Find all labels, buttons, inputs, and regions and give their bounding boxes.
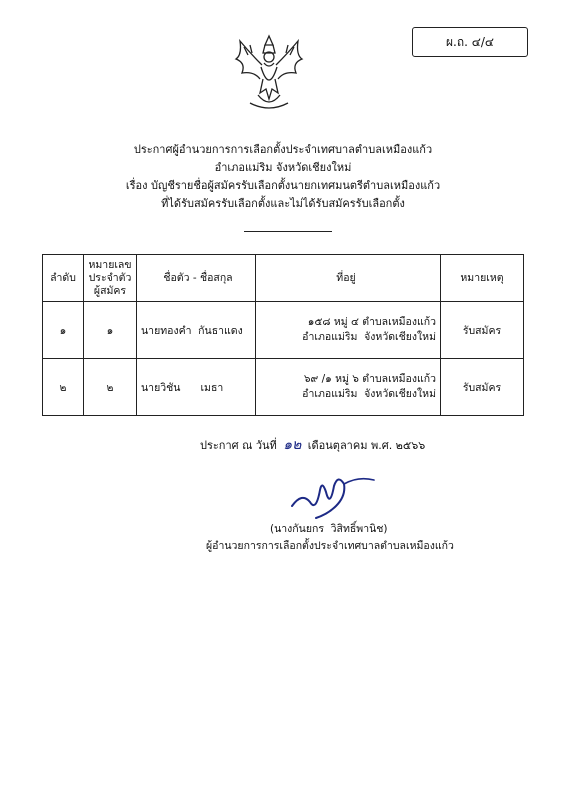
address-line-1: ๑๕๘ หมู่ ๔ ตำบลเหมืองแก้ว bbox=[307, 316, 436, 328]
table-row bbox=[43, 359, 524, 416]
cell-order: ๒ bbox=[43, 359, 84, 416]
cell-order: ๑ bbox=[43, 302, 84, 359]
address-line-1: ๖๙ /๑ หมู่ ๖ ตำบลเหมืองแก้ว bbox=[303, 373, 436, 385]
heading-line-4: ที่ได้รับสมัครรับเลือกตั้งและไม่ได้รับสมัครรับเลือกตั้ง bbox=[161, 197, 405, 210]
signer-name: (นางกันยกร วิสิทธิ์พานิช) bbox=[270, 523, 388, 535]
header-number-line-3: ผู้สมัคร bbox=[93, 284, 127, 297]
cell-address bbox=[256, 359, 441, 416]
signer-position: ผู้อำนวยการการเลือกตั้งประจำเทศบาลตำบลเหมืองแก้ว bbox=[206, 540, 454, 552]
candidate-table bbox=[42, 254, 524, 416]
cell-name: นายวิชัน เมธา bbox=[137, 359, 256, 416]
form-code-box: ผ.ถ. ๔/๔ bbox=[412, 27, 528, 57]
cell-name: นายทองคำ กันธาแดง bbox=[137, 302, 256, 359]
header-number-line-2: ประจำตัว bbox=[88, 271, 132, 284]
announcement-line bbox=[200, 434, 425, 456]
cell-address bbox=[256, 302, 441, 359]
cell-note: รับสมัคร bbox=[441, 302, 524, 359]
header-note: หมายเหตุ bbox=[441, 255, 524, 302]
heading-line-2: อำเภอแม่ริม จังหวัดเชียงใหม่ bbox=[214, 161, 352, 174]
header-name: ชื่อตัว - ชื่อสกุล bbox=[137, 255, 256, 302]
header-order: ลำดับ bbox=[43, 255, 84, 302]
table-header-row bbox=[43, 255, 524, 302]
address-line-2: อำเภอแม่ริม จังหวัดเชียงใหม่ bbox=[302, 388, 436, 400]
heading-line-3: เรื่อง บัญชีรายชื่อผู้สมัครรับเลือกตั้งนายกเทศมนตรีตำบลเหมืองแก้ว bbox=[125, 179, 441, 192]
cell-note: รับสมัคร bbox=[441, 359, 524, 416]
header-address: ที่อยู่ bbox=[256, 255, 441, 302]
heading-line-1: ประกาศผู้อำนวยการการเลือกตั้งประจำเทศบาลตำบลเหมืองแก้ว bbox=[133, 143, 433, 156]
address-line-2: อำเภอแม่ริม จังหวัดเชียงใหม่ bbox=[302, 331, 436, 343]
handwritten-signature bbox=[288, 462, 378, 524]
cell-candidate-number: ๒ bbox=[84, 359, 137, 416]
cell-candidate-number: ๑ bbox=[84, 302, 137, 359]
header-number-line-1: หมายเลข bbox=[88, 258, 132, 271]
table-row bbox=[43, 302, 524, 359]
divider bbox=[244, 231, 332, 232]
announcement-day: ๑๒ bbox=[283, 437, 302, 453]
announcement-prefix: ประกาศ ณ วันที่ bbox=[200, 439, 277, 452]
garuda-emblem-icon bbox=[230, 33, 308, 113]
announcement-suffix: เดือนตุลาคม พ.ศ. ๒๕๖๖ bbox=[307, 439, 426, 452]
header-candidate-number bbox=[84, 255, 137, 302]
